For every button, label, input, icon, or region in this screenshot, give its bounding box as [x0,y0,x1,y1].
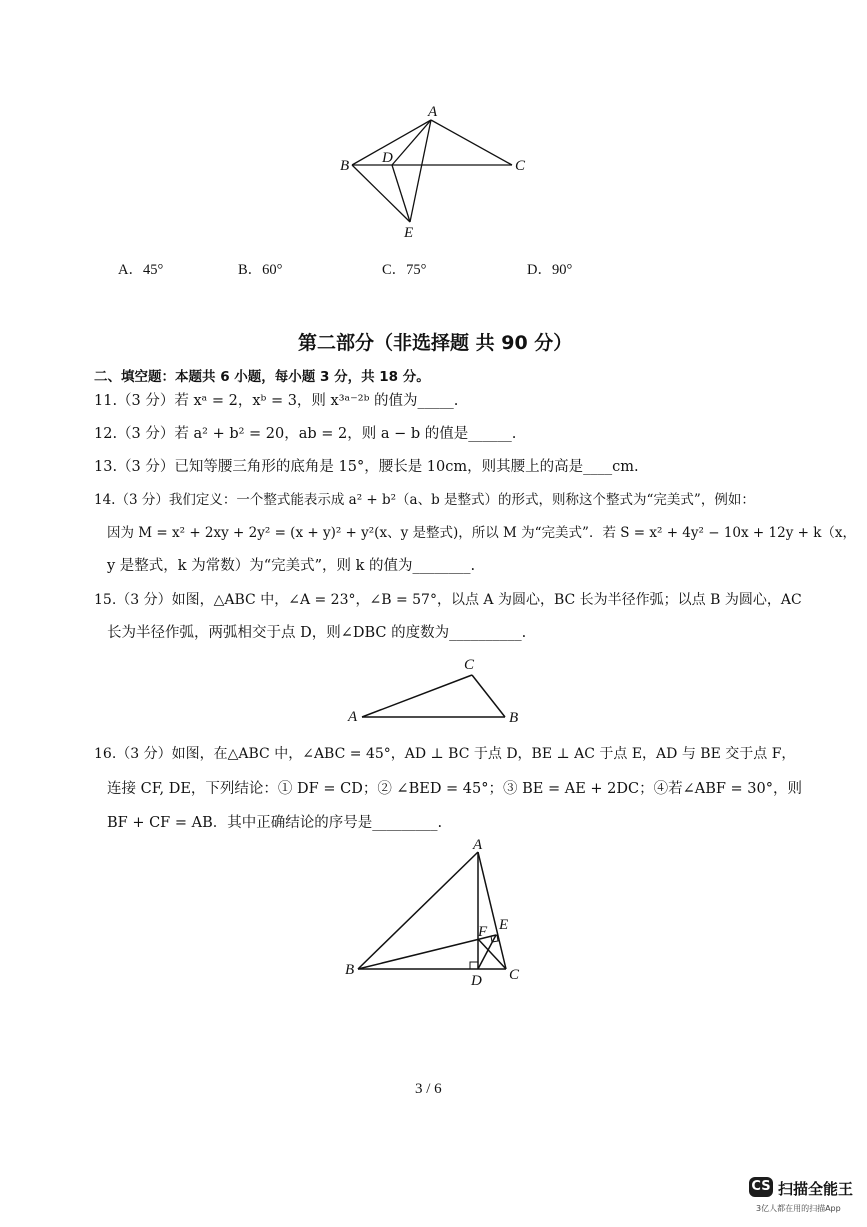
label-a: A [473,837,483,853]
option-c: C．75° [382,262,427,278]
question-15-line-1: 15.（3 分）如图，△ABC 中，∠A = 23°，∠B = 57°，以点 A 为圆心，BC 长为半径作弧；以点 B 为圆心，AC [94,592,802,608]
question-16-line-3: BF + CF = AB．其中正确结论的序号是_________. [107,815,443,831]
label-e: E [499,917,509,933]
question-14-line-1: 14.（3 分）我们定义：一个整式能表示成 a² + b²（a、b 是整式）的形式，则称这个整式为“完美式”，例如： [94,492,755,508]
question-14-line-3: y 是整式，k 为常数）为“完美式”，则 k 的值为________. [107,558,476,574]
figure-16-triangle [340,835,540,990]
question-15-line-2: 长为半径作弧，两弧相交于点 D，则∠DBC 的度数为__________. [107,625,527,641]
label-a: A [428,104,438,120]
label-f: F [478,924,488,940]
part-title: 第二部分（非选择题 共 90 分） [298,332,573,354]
question-16-line-2: 连接 CF, DE，下列结论：① DF = CD；② ∠BED = 45°；③ BE = AE + 2DC；④若∠ABF = 30°，则 [107,781,802,797]
section-heading: 二、填空题：本题共 6 小题，每小题 3 分，共 18 分。 [94,369,430,385]
watermark-tagline: 3亿人都在用的扫描App [756,1204,841,1213]
label-e: E [404,225,414,241]
page-number: 3 / 6 [415,1081,442,1097]
question-12: 12.（3 分）若 a² + b² = 20，ab = 2，则 a − b 的值是______. [94,426,517,442]
label-d: D [471,973,482,989]
question-16-line-1: 16.（3 分）如图，在△ABC 中，∠ABC = 45°，AD ⊥ BC 于点 D，BE ⊥ AC 于点 E，AD 与 BE 交于点 F， [94,746,796,762]
label-b: B [340,158,350,174]
label-a: A [348,709,358,725]
label-c: C [464,657,475,673]
camscanner-logo-icon: CS [749,1177,773,1197]
figure-quadrilateral [330,100,540,245]
option-a: A．45° [118,262,164,278]
label-c: C [515,158,526,174]
label-b: B [509,710,519,726]
label-b: B [345,962,355,978]
option-b: B．60° [238,262,283,278]
option-d: D．90° [527,262,573,278]
figure-15-triangle [340,655,530,730]
label-d: D [382,150,393,166]
watermark-name: 扫描全能王 [778,1180,854,1198]
label-c: C [509,967,520,983]
question-11: 11.（3 分）若 xᵃ = 2，xᵇ = 3，则 x³ᵃ⁻²ᵇ 的值为_____. [94,393,459,409]
question-14-line-2: 因为 M = x² + 2xy + 2y² = (x + y)² + y²(x、y 是整式)，所以 M 为“完美式”．若 S = x² + 4y² − 10x + 12y + k（x， [107,525,857,541]
question-13: 13.（3 分）已知等腰三角形的底角是 15°，腰长是 10cm，则其腰上的高是____cm. [94,459,639,475]
